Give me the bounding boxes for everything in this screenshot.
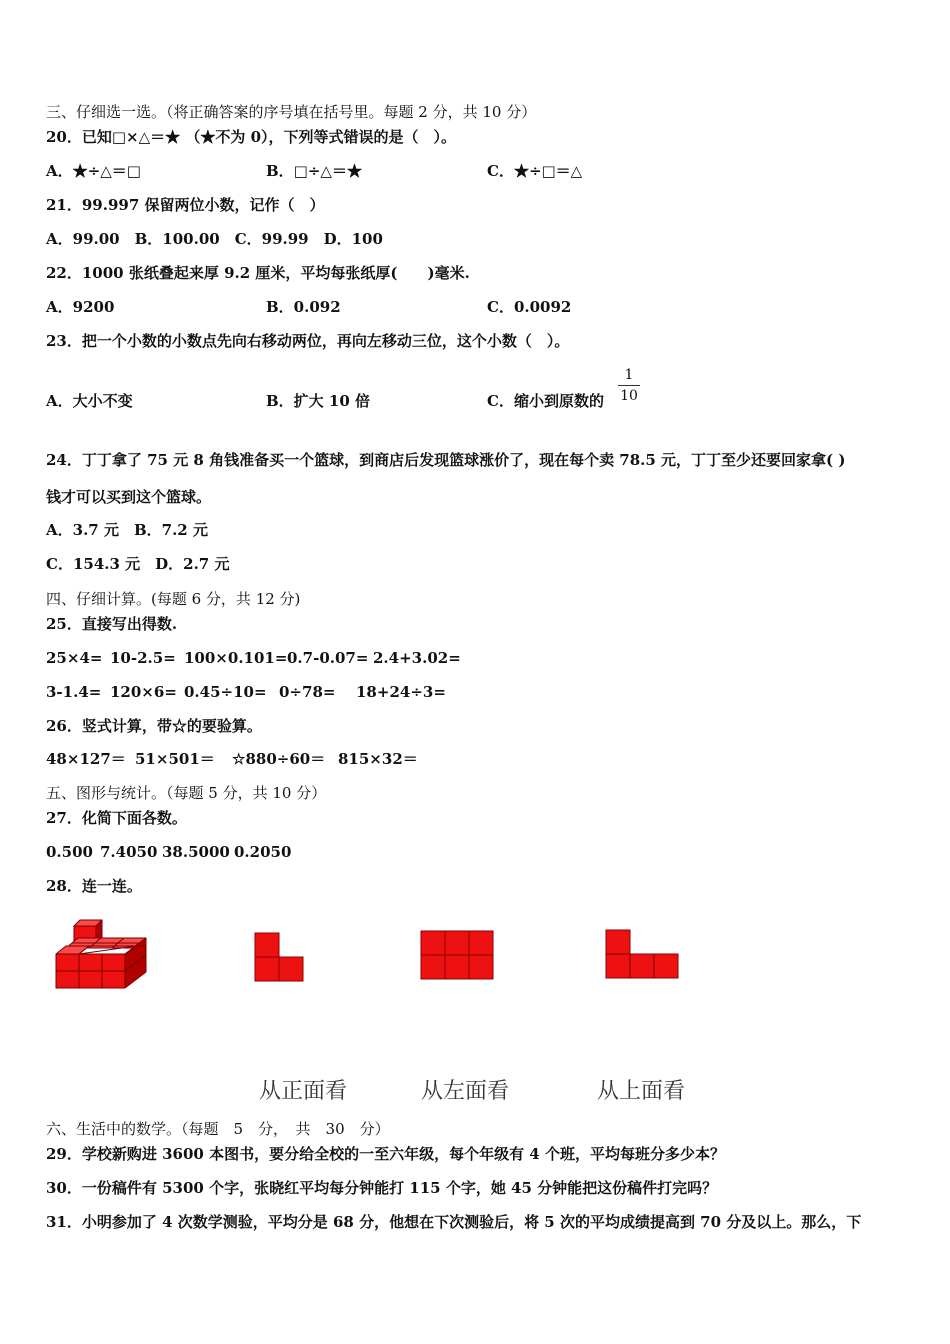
q25-item: 10-2.5= bbox=[110, 649, 176, 667]
q22-stem: 22．1000 张纸叠起来厚 9.2 厘米，平均每张纸厚( )毫米. bbox=[46, 264, 470, 282]
q26-item: ☆880÷60＝ bbox=[232, 750, 326, 768]
q24-stem-line1: 24．丁丁拿了 75 元 8 角钱准备买一个篮球，到商店后发现篮球涨价了，现在每个卖 78.5 元，丁丁至少还要回家拿( ) bbox=[46, 451, 846, 469]
view-shape-2 bbox=[420, 930, 496, 982]
fraction-denominator: 10 bbox=[620, 388, 638, 404]
q25-item: 18+24÷3= bbox=[356, 683, 446, 701]
q20-stem: 20．已知□×△＝★ （★不为 0），下列等式错误的是（ ）。 bbox=[46, 128, 457, 146]
fraction-numerator: 1 bbox=[624, 367, 634, 383]
q21-stem: 21．99.997 保留两位小数，记作（ ） bbox=[46, 196, 325, 214]
q31-stem: 31．小明参加了 4 次数学测验，平均分是 68 分，他想在下次测验后，将 5 次的平均成绩提高到 70 分及以上。那么，下 bbox=[46, 1213, 862, 1231]
q20-option-a: A．★÷△＝□ bbox=[46, 162, 141, 180]
q23-stem: 23．把一个小数的小数点先向右移动两位，再向左移动三位，这个小数（ ）。 bbox=[46, 332, 570, 350]
q25-item: 0.7-0.07= bbox=[287, 649, 369, 667]
q25-item: 100×0.101= bbox=[184, 649, 288, 667]
q20-option-c: C．★÷□＝△ bbox=[487, 162, 583, 180]
q27-stem: 27．化简下面各数。 bbox=[46, 809, 187, 827]
q26-item: 51×501＝ bbox=[135, 750, 215, 768]
q23-fraction bbox=[618, 366, 640, 405]
q24-options-line1: A．3.7 元 B．7.2 元 bbox=[46, 521, 208, 539]
q22-option-a: A．9200 bbox=[46, 298, 115, 316]
q28-stem: 28．连一连。 bbox=[46, 877, 142, 895]
label-top-view: 从上面看 bbox=[597, 1079, 686, 1104]
q26-stem: 26．竖式计算，带☆的要验算。 bbox=[46, 717, 262, 735]
view-shape-3 bbox=[605, 929, 681, 981]
q25-item: 0.45÷10= bbox=[184, 683, 267, 701]
q25-item: 0÷78= bbox=[279, 683, 336, 701]
q20-option-b: B．□÷△＝★ bbox=[266, 162, 362, 180]
q23-option-b: B．扩大 10 倍 bbox=[266, 392, 370, 410]
q29-stem: 29．学校新购进 3600 本图书，要分给全校的一至六年级，每个年级有 4 个班，平均每班分多少本？ bbox=[46, 1145, 725, 1163]
q23-option-c: C．缩小到原数的 bbox=[487, 392, 604, 410]
section4-title: 四、仔细计算。(每题 6 分，共 12 分) bbox=[46, 590, 301, 608]
q22-option-b: B．0.092 bbox=[266, 298, 341, 316]
section5-title: 五、图形与统计。（每题 5 分，共 10 分） bbox=[46, 784, 327, 802]
q24-options-line2: C．154.3 元 D．2.7 元 bbox=[46, 555, 230, 573]
q25-item: 120×6= bbox=[110, 683, 177, 701]
q22-option-c: C．0.0092 bbox=[487, 298, 572, 316]
fraction-bar bbox=[618, 385, 640, 386]
q23-option-a: A．大小不变 bbox=[46, 392, 133, 410]
label-front-view: 从正面看 bbox=[259, 1079, 348, 1104]
section3-title: 三、仔细选一选。（将正确答案的序号填在括号里。每题 2 分，共 10 分） bbox=[46, 103, 537, 121]
q25-item: 3-1.4= bbox=[46, 683, 102, 701]
q27-item: 7.4050 bbox=[100, 843, 158, 861]
q27-item: 0.2050 bbox=[234, 843, 292, 861]
label-left-view: 从左面看 bbox=[421, 1079, 510, 1104]
section6-title: 六、生活中的数学。（每题 5 分， 共 30 分） bbox=[46, 1120, 390, 1138]
q27-item: 38.5000 bbox=[162, 843, 230, 861]
cube-stack-figure bbox=[52, 916, 152, 992]
q26-item: 815×32＝ bbox=[338, 750, 418, 768]
view-shape-1 bbox=[254, 932, 306, 984]
q25-item: 2.4+3.02= bbox=[373, 649, 461, 667]
q24-stem-line2: 钱才可以买到这个篮球。 bbox=[46, 488, 212, 506]
q27-item: 0.500 bbox=[46, 843, 93, 861]
q26-item: 48×127＝ bbox=[46, 750, 126, 768]
q30-stem: 30．一份稿件有 5300 个字，张晓红平均每分钟能打 115 个字，她 45 分钟能把这份稿件打完吗？ bbox=[46, 1179, 718, 1197]
q25-item: 25×4= bbox=[46, 649, 103, 667]
q21-options: A．99.00 B．100.00 C．99.99 D．100 bbox=[46, 230, 383, 248]
q25-stem: 25．直接写出得数. bbox=[46, 615, 178, 633]
